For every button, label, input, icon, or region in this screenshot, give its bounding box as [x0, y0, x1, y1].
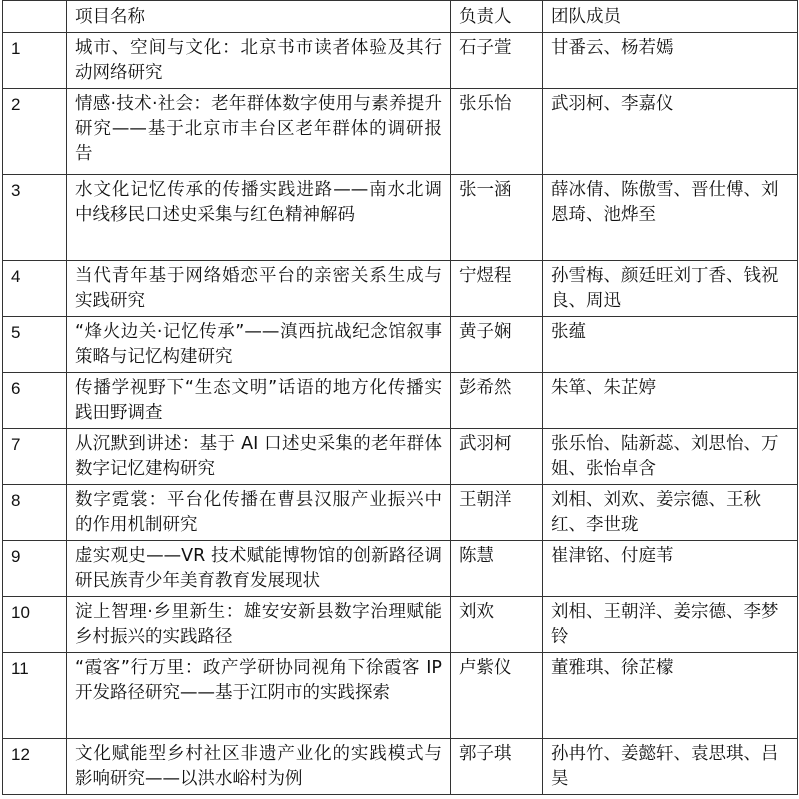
project-title: “烽火边关·记忆传承”——滇西抗战纪念馆叙事策略与记忆构建研究: [67, 317, 451, 373]
table-row: [3, 317, 798, 373]
table-row: [3, 89, 798, 175]
row-number: 8: [3, 485, 67, 541]
row-number: 3: [3, 175, 67, 261]
table-row: [3, 33, 798, 89]
table-row: [3, 261, 798, 317]
project-leader: 张乐怡: [451, 89, 543, 175]
team-members: 薛冰倩、陈傲雪、晋仕傅、刘恩琦、池烨至: [543, 175, 798, 261]
project-title: 当代青年基于网络婚恋平台的亲密关系生成与实践研究: [67, 261, 451, 317]
project-leader: 王朝洋: [451, 485, 543, 541]
project-leader: 黄子娴: [451, 317, 543, 373]
project-leader: 刘欢: [451, 597, 543, 653]
table-row: [3, 429, 798, 485]
table-row: [3, 597, 798, 653]
row-number: 10: [3, 597, 67, 653]
project-leader: 卢紫仪: [451, 653, 543, 739]
table-row: [3, 175, 798, 261]
row-number: 5: [3, 317, 67, 373]
row-number: 11: [3, 653, 67, 739]
project-leader: 石子萱: [451, 33, 543, 89]
team-members: 董雅琪、徐芷檬: [543, 653, 798, 739]
header-team-members: 团队成员: [543, 1, 798, 33]
project-title: “霞客”行万里：政产学研协同视角下徐霞客 IP 开发路径研究——基于江阴市的实践探索: [67, 653, 451, 739]
team-members: 武羽柯、李嘉仪: [543, 89, 798, 175]
project-title: 虚实观史——VR 技术赋能博物馆的创新路径调研民族青少年美育教育发展现状: [67, 541, 451, 597]
project-title: 淀上智理·乡里新生：雄安安新县数字治理赋能乡村振兴的实践路径: [67, 597, 451, 653]
team-members: 张蕴: [543, 317, 798, 373]
project-leader: 张一涵: [451, 175, 543, 261]
row-number: 4: [3, 261, 67, 317]
team-members: 张乐怡、陆新蕊、刘思怡、万姐、张怡卓含: [543, 429, 798, 485]
row-number: 1: [3, 33, 67, 89]
table-row: [3, 541, 798, 597]
team-members: 孙雪梅、颜廷旺刘丁香、钱祝良、周迅: [543, 261, 798, 317]
project-title: 城市、空间与文化：北京书市读者体验及其行动网络研究: [67, 33, 451, 89]
team-members: 甘番云、杨若嫣: [543, 33, 798, 89]
project-title: 传播学视野下“生态文明”话语的地方化传播实践田野调查: [67, 373, 451, 429]
table-row: [3, 485, 798, 541]
project-leader: 武羽柯: [451, 429, 543, 485]
table-header-row: [3, 1, 798, 33]
project-title: 情感·技术·社会：老年群体数字使用与素养提升研究——基于北京市丰台区老年群体的调研报告: [67, 89, 451, 175]
table-row: [3, 653, 798, 739]
project-leader: 陈慧: [451, 541, 543, 597]
project-leader: 郭子琪: [451, 739, 543, 795]
project-leader: 彭希然: [451, 373, 543, 429]
team-members: 朱箪、朱芷婷: [543, 373, 798, 429]
team-members: 刘相、王朝洋、姜宗德、李梦铃: [543, 597, 798, 653]
table-row: [3, 739, 798, 795]
project-leader: 宁煜程: [451, 261, 543, 317]
header-project-title: 项目名称: [67, 1, 451, 33]
project-title: 水文化记忆传承的传播实践进路——南水北调中线移民口述史采集与红色精神解码: [67, 175, 451, 261]
team-members: 孙冉竹、姜懿轩、袁思琪、吕昊: [543, 739, 798, 795]
row-number: 6: [3, 373, 67, 429]
project-title: 从沉默到讲述：基于 AI 口述史采集的老年群体数字记忆建构研究: [67, 429, 451, 485]
header-number: [3, 1, 67, 33]
table-row: [3, 373, 798, 429]
team-members: 刘相、刘欢、姜宗德、王秋红、李世珑: [543, 485, 798, 541]
project-title: 文化赋能型乡村社区非遗产业化的实践模式与影响研究——以洪水峪村为例: [67, 739, 451, 795]
row-number: 2: [3, 89, 67, 175]
team-members: 崔津铭、付庭苇: [543, 541, 798, 597]
table-body: [3, 33, 798, 795]
project-table: [2, 0, 798, 795]
row-number: 9: [3, 541, 67, 597]
row-number: 12: [3, 739, 67, 795]
row-number: 7: [3, 429, 67, 485]
header-leader: 负责人: [451, 1, 543, 33]
project-title: 数字霓裳：平台化传播在曹县汉服产业振兴中的作用机制研究: [67, 485, 451, 541]
